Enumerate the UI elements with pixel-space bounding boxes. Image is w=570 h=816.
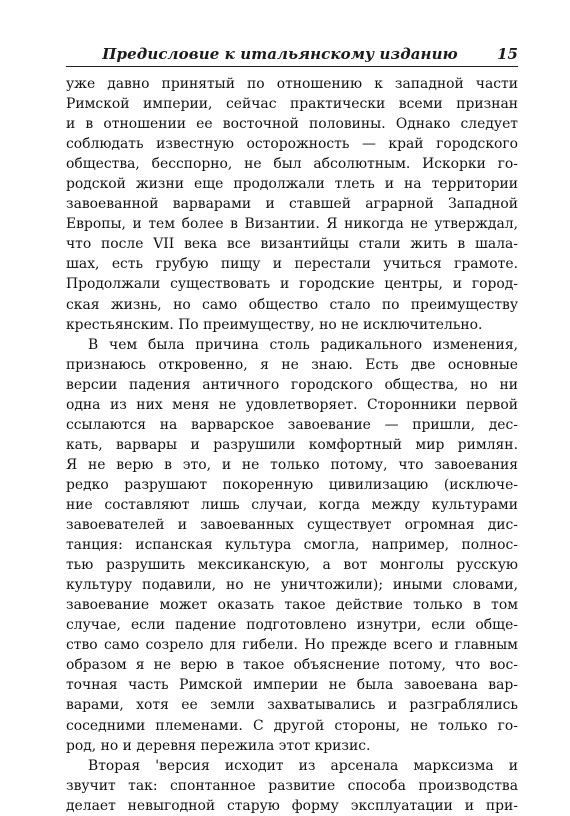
body-text [66,74,518,816]
text-line: В чем была причина столь радикального изменения, [88,336,518,353]
text-line: варами, хотя ее земли захватывались и разграблялись [66,697,518,714]
text-line: танция: испанская культура смогла, например, полнос- [66,537,518,554]
text-line: крестьянским. По преимуществу, но не исключительно. [66,316,483,333]
text-line: делает невыгодной старую форму эксплуатации и при- [66,797,518,814]
text-line: завоевателей и завоеванных существует огромная дис- [66,517,518,534]
text-line: ние составляют лишь случаи, когда между культурами [66,496,518,513]
text-line: общества, бесспорно, не был абсолютным. Искорки го- [66,156,518,173]
text-line: Вторая 'версия исходит из арсенала марксизма и [88,757,518,774]
text-line: Европы, и тем более в Византии. Я никогда не утверждал, [66,216,518,233]
text-line: Римской империи, сейчас практически всеми признан [66,96,518,113]
running-header-title: Предисловие к итальянскому изданию [102,45,458,63]
text-line: шах, есть грубую пищу и перестали учиться грамоте. [66,256,518,273]
text-line: род, но и деревня пережила этот кризис. [66,737,371,754]
text-line: редко разрушают покоренную цивилизацию (исключе- [66,476,518,493]
paragraph-2 [66,335,518,756]
text-line: образом я не верю в такое объяснение потому, что вос- [66,657,518,674]
paragraph-1 [66,74,518,335]
text-line: культуру подавили, но не уничтожили); иными словами, [66,577,518,594]
text-line: завоевание может оказать такое действие только в том [66,597,518,614]
text-line: ство само созрело для гибели. Но прежде всего и главным [66,637,518,654]
page-number: 15 [497,45,518,63]
text-line: Я не верю в это, и не только потому, что завоевания [66,456,518,473]
paragraph-3 [66,756,518,816]
text-line: точная часть Римской империи не была завоевана вар- [66,677,518,694]
text-line: одна из них меня не удовлетворяет. Сторонники первой [66,396,518,413]
running-header [66,40,518,67]
text-line: завоеванной варварами и ставшей аграрной Западной [66,196,518,213]
text-line: соблюдать известную осторожность — край городского [66,136,518,153]
text-line: звучит так: спонтанное развитие способа производства [66,777,518,794]
text-line: что после VII века все византийцы стали жить в шала- [66,236,518,253]
text-line: кать, варвары и разрушили комфортный мир римлян. [66,436,518,453]
text-line: тью разрушить мексиканскую, а вот монголы русскую [66,557,518,574]
text-line: уже давно принятый по отношению к западной части [66,76,518,92]
text-line: случае, если падение подготовлено изнутри, если обще- [66,617,518,634]
text-line: соседними племенами. С другой стороны, не только го- [66,717,518,734]
text-line: Продолжали существовать и городские центры, и город- [66,276,518,293]
text-line: ская жизнь, но само общество стало по преимуществу [66,296,518,313]
text-line: ссылаются на варварское завоевание — пришли, дес- [66,416,518,433]
text-line: и в отношении ее восточной половины. Однако следует [66,116,518,133]
text-line: версии падения античного городского общества, но ни [66,376,518,393]
text-line: признаюсь откровенно, я не знаю. Есть две основные [66,356,518,373]
text-line: родской жизни еще продолжали тлеть и на территории [66,176,518,193]
